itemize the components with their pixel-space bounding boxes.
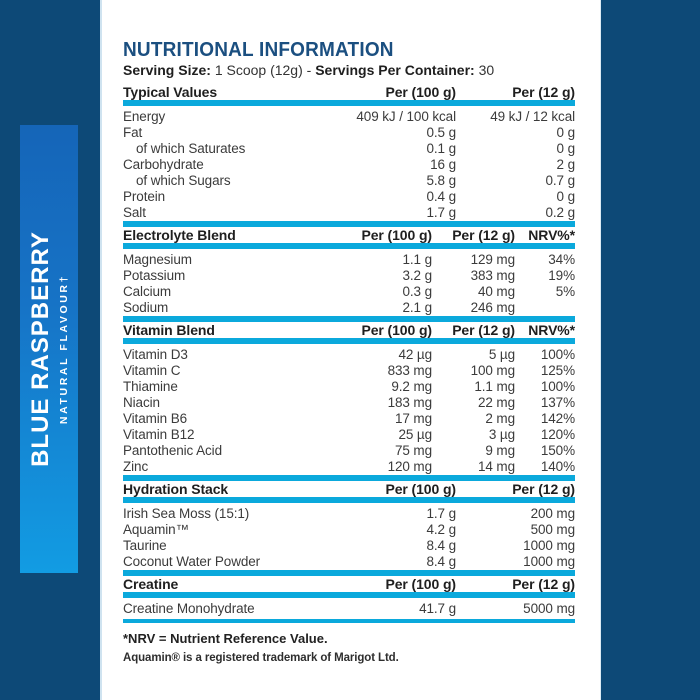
value-per-12g: 129 mg xyxy=(470,252,515,267)
value-per-100g: 17 mg xyxy=(394,411,432,426)
value-per-100g: 120 mg xyxy=(387,459,432,474)
section-rows xyxy=(123,503,575,570)
table-row xyxy=(123,427,575,443)
row-label: of which Sugars xyxy=(136,173,231,188)
value-per-12g: 100 mg xyxy=(470,363,515,378)
table-row xyxy=(123,268,575,284)
footnote-nrv: *NRV = Nutrient Reference Value. xyxy=(123,631,328,646)
value-nrv-percent: 34% xyxy=(548,252,575,267)
column-header-0: Per (100 g) xyxy=(361,227,432,243)
table-row xyxy=(123,109,575,125)
value-nrv-percent: 120% xyxy=(540,427,575,442)
value-per-12g: 5 µg xyxy=(488,347,515,362)
serving-size-label: Serving Size: xyxy=(123,62,211,78)
value-per-100g: 4.2 g xyxy=(426,522,456,537)
value-per-100g: 0.5 g xyxy=(426,125,456,140)
table-row xyxy=(123,538,575,554)
table-bottom-divider xyxy=(123,619,575,623)
value-per-100g: 75 mg xyxy=(394,443,432,458)
flavour-banner xyxy=(20,125,78,573)
row-label: Aquamin™ xyxy=(123,522,189,537)
table-row xyxy=(123,522,575,538)
value-per-100g: 25 µg xyxy=(398,427,432,442)
column-header-1: Per (12 g) xyxy=(452,322,515,338)
column-header-0: Per (100 g) xyxy=(361,322,432,338)
row-label: Carbohydrate xyxy=(123,157,204,172)
column-header-1: Per (12 g) xyxy=(512,84,575,100)
row-label: Thiamine xyxy=(123,379,178,394)
table-row xyxy=(123,300,575,316)
value-per-100g: 1.7 g xyxy=(426,205,456,220)
value-nrv-percent: 100% xyxy=(540,347,575,362)
flavour-rotor xyxy=(20,125,78,573)
row-label: Vitamin B12 xyxy=(123,427,195,442)
value-per-12g: 0 g xyxy=(556,141,575,156)
column-header-2: NRV%* xyxy=(528,322,575,338)
section-header xyxy=(123,84,575,100)
value-per-12g: 0 g xyxy=(556,125,575,140)
section-rows xyxy=(123,344,575,475)
flavour-subtitle: NATURAL FLAVOUR† xyxy=(57,273,70,425)
section-title: Typical Values xyxy=(123,84,218,100)
value-nrv-percent: 137% xyxy=(540,395,575,410)
column-header-0: Per (100 g) xyxy=(385,576,456,592)
column-header-1: Per (12 g) xyxy=(512,576,575,592)
row-label: Potassium xyxy=(123,268,186,283)
value-per-12g: 49 kJ / 12 kcal xyxy=(490,109,575,124)
section-header xyxy=(123,481,575,497)
serving-separator: - xyxy=(306,62,312,78)
section-rows xyxy=(123,249,575,316)
column-header-0: Per (100 g) xyxy=(385,84,456,100)
value-per-100g: 8.4 g xyxy=(426,538,456,553)
serving-info xyxy=(123,62,575,78)
value-per-100g: 3.2 g xyxy=(402,268,432,283)
table-row xyxy=(123,347,575,363)
table-row xyxy=(123,363,575,379)
section-header xyxy=(123,576,575,592)
table-row xyxy=(123,506,575,522)
value-per-12g: 383 mg xyxy=(470,268,515,283)
row-label: Coconut Water Powder xyxy=(123,554,261,569)
left-navy-panel xyxy=(0,0,102,700)
value-per-12g: 5000 mg xyxy=(523,601,575,616)
value-nrv-percent xyxy=(515,300,575,316)
value-nrv-percent: 19% xyxy=(548,268,575,283)
section-typical-values xyxy=(123,84,575,221)
flavour-name: BLUE RASPBERRY xyxy=(26,231,54,467)
row-label: Creatine Monohydrate xyxy=(123,601,255,616)
section-electrolyte-blend xyxy=(123,221,575,316)
row-label: Zinc xyxy=(123,459,149,474)
value-per-100g: 0.1 g xyxy=(426,141,456,156)
value-per-100g: 409 kJ / 100 kcal xyxy=(356,109,456,124)
servings-per-container-label: Servings Per Container: xyxy=(315,62,475,78)
value-per-12g: 2 g xyxy=(556,157,575,172)
table-row xyxy=(123,443,575,459)
value-per-12g: 1.1 mg xyxy=(474,379,515,394)
row-label: Fat xyxy=(123,125,143,140)
value-per-100g: 0.3 g xyxy=(402,284,432,299)
table-row xyxy=(123,173,575,189)
value-nrv-percent: 125% xyxy=(540,363,575,378)
value-per-12g: 1000 mg xyxy=(523,554,575,569)
value-per-12g: 0 g xyxy=(556,189,575,204)
value-per-12g: 40 mg xyxy=(477,284,515,299)
column-header-2: NRV%* xyxy=(528,227,575,243)
row-label: Vitamin B6 xyxy=(123,411,188,426)
value-per-12g: 1000 mg xyxy=(523,538,575,553)
row-label: Irish Sea Moss (15:1) xyxy=(123,506,250,521)
row-label: Vitamin D3 xyxy=(123,347,188,362)
value-per-100g: 1.1 g xyxy=(402,252,432,267)
value-per-12g: 22 mg xyxy=(477,395,515,410)
value-per-12g: 0.7 g xyxy=(545,173,575,188)
value-per-100g: 42 µg xyxy=(398,347,432,362)
column-header-0: Per (100 g) xyxy=(385,481,456,497)
servings-per-container-value: 30 xyxy=(478,62,495,78)
table-row xyxy=(123,379,575,395)
section-header xyxy=(123,227,575,243)
value-nrv-percent: 5% xyxy=(555,284,575,299)
section-title: Creatine xyxy=(123,576,179,592)
section-title: Electrolyte Blend xyxy=(123,227,236,243)
value-per-100g: 9.2 mg xyxy=(391,379,432,394)
section-title: Vitamin Blend xyxy=(123,322,215,338)
table-row xyxy=(123,411,575,427)
value-nrv-percent: 140% xyxy=(540,459,575,474)
value-per-100g: 41.7 g xyxy=(419,601,456,616)
value-per-100g: 0.4 g xyxy=(426,189,456,204)
section-vitamin-blend xyxy=(123,316,575,475)
value-per-12g: 9 mg xyxy=(485,443,515,458)
table-row xyxy=(123,157,575,173)
row-label: Salt xyxy=(123,205,146,220)
value-per-12g: 500 mg xyxy=(530,522,575,537)
nutrition-content xyxy=(123,40,575,665)
value-nrv-percent: 150% xyxy=(540,443,575,458)
value-per-12g: 246 mg xyxy=(470,300,515,315)
row-label: Niacin xyxy=(123,395,160,410)
section-rows xyxy=(123,106,575,221)
row-label: Sodium xyxy=(123,300,169,315)
row-label: Magnesium xyxy=(123,252,192,267)
value-per-100g: 2.1 g xyxy=(402,300,432,315)
section-creatine xyxy=(123,570,575,617)
row-label: Vitamin C xyxy=(123,363,181,378)
value-per-12g: 14 mg xyxy=(477,459,515,474)
row-label: Protein xyxy=(123,189,166,204)
column-header-1: Per (12 g) xyxy=(452,227,515,243)
value-per-100g: 1.7 g xyxy=(426,506,456,521)
right-navy-panel xyxy=(600,0,700,700)
table-row xyxy=(123,554,575,570)
row-label: Energy xyxy=(123,109,166,124)
row-label: Taurine xyxy=(123,538,167,553)
page-title: NUTRITIONAL INFORMATION xyxy=(123,39,394,61)
value-per-12g: 200 mg xyxy=(530,506,575,521)
footnote-aquamin: Aquamin® is a registered trademark of Marigot Ltd. xyxy=(123,652,399,664)
sections xyxy=(123,84,575,623)
section-rows xyxy=(123,598,575,617)
value-per-100g: 16 g xyxy=(430,157,456,172)
row-label: Pantothenic Acid xyxy=(123,443,222,458)
value-per-12g: 0.2 g xyxy=(545,205,575,220)
table-row xyxy=(123,601,575,617)
table-row xyxy=(123,459,575,475)
table-row xyxy=(123,252,575,268)
section-title: Hydration Stack xyxy=(123,481,229,497)
value-per-100g: 5.8 g xyxy=(426,173,456,188)
table-row xyxy=(123,395,575,411)
value-per-100g: 833 mg xyxy=(387,363,432,378)
value-nrv-percent: 100% xyxy=(540,379,575,394)
table-row xyxy=(123,141,575,157)
table-row xyxy=(123,189,575,205)
value-per-12g: 3 µg xyxy=(488,427,515,442)
table-row xyxy=(123,125,575,141)
serving-size-value: 1 Scoop (12g) xyxy=(214,62,303,78)
value-per-12g: 2 mg xyxy=(485,411,515,426)
row-label: Calcium xyxy=(123,284,172,299)
section-header xyxy=(123,322,575,338)
value-nrv-percent: 142% xyxy=(540,411,575,426)
table-row xyxy=(123,205,575,221)
column-header-1: Per (12 g) xyxy=(512,481,575,497)
value-per-100g: 8.4 g xyxy=(426,554,456,569)
value-per-100g: 183 mg xyxy=(387,395,432,410)
section-hydration-stack xyxy=(123,475,575,570)
row-label: of which Saturates xyxy=(136,141,246,156)
table-row xyxy=(123,284,575,300)
